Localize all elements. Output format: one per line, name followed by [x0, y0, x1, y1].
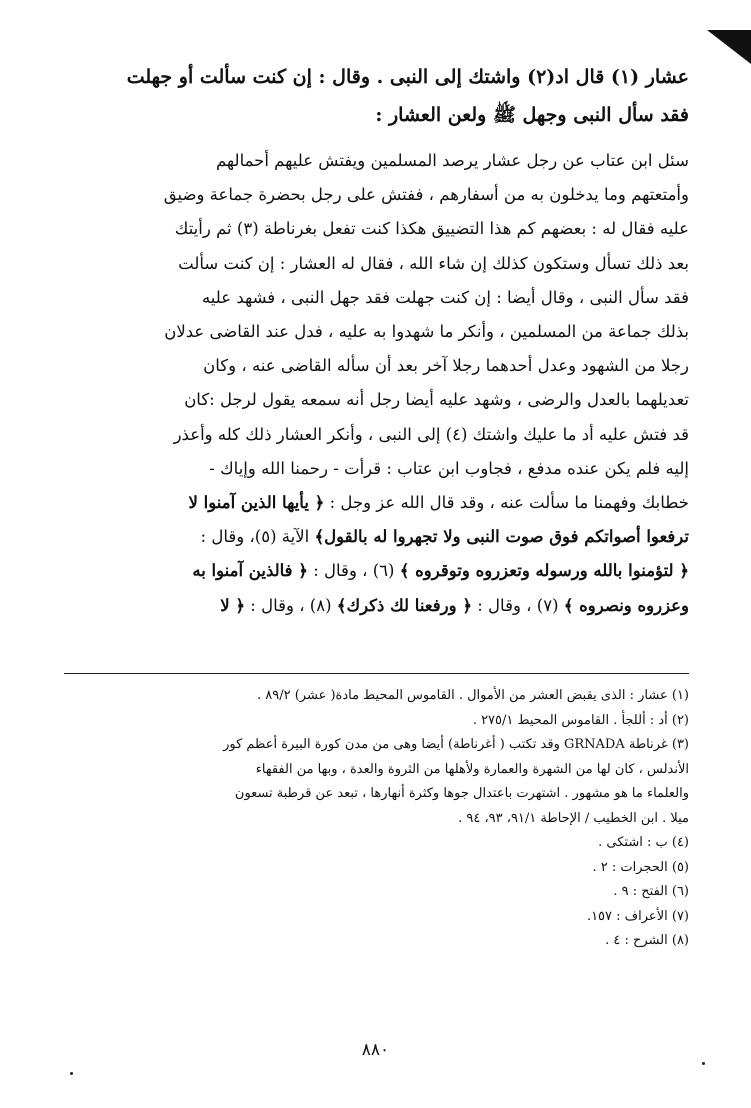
footnote-2: (٢) أد : أللجأ . القاموس المحيط ٢٧٥/١ . — [472, 712, 689, 728]
quran-line — [64, 520, 689, 554]
body-line: وأمتعتهم وما يدخلون به من أسفارهم ، ففتش على رجل بحضرة جماعة وضيق — [163, 185, 689, 205]
quran-verse: وعزروه ونصروه ﴾ — [563, 595, 689, 615]
quran-verse: ﴿ يأيها الذين آمنوا لا — [188, 493, 325, 513]
footnote-1: (١) عشار : الذى يقبض العشر من الأموال . القاموس المحيط مادة( عشر) ٨٩/٢ . — [257, 688, 689, 703]
footnote-7: (٧) الأعراف : ١٥٧. — [586, 908, 689, 924]
heading-line-1: عشار (١) قال اد(٢) واشتك إلى النبى . وقال : إن كنت سألت أو جهلت — [126, 66, 689, 88]
quran-verse: ﴿ ورفعنا لك ذكرك﴾ — [336, 595, 472, 615]
quran-verse: ﴿ لتؤمنوا بالله ورسوله وتعزروه وتوقروه ﴾ — [399, 561, 689, 581]
quran-line — [64, 554, 689, 588]
quran-line — [64, 589, 689, 623]
body-line: إليه فلم يكن عنده مدفع ، فجاوب ابن عتاب : قرأت - رحمنا الله وإياك - — [209, 458, 689, 478]
plain-text: خطابك وفهمنا ما سألت عنه ، وقد قال الله عز وجل : — [329, 493, 689, 513]
footnote-3: (٣) غرناطة GRNADA وقد تكتب ( أغرناطة) أيضا وهى من مدن كورة البيرة أعظم كور — [223, 737, 689, 752]
footnote-5: (٥) الحجرات : ٢ . — [592, 859, 689, 875]
plain-text: (٦) ، وقال : — [313, 561, 395, 581]
footnote-8: (٨) الشرح : ٤ . — [605, 933, 689, 948]
body-line: تعديلهما بالعدل والرضى ، وشهد عليه أيضا رجل أنه سمعه يقول لرجل :كان — [184, 390, 689, 410]
plain-text: الآية (٥)، وقال : — [200, 527, 310, 547]
main-text-block — [64, 58, 689, 623]
body-line: سئل ابن عتاب عن رجل عشار يرصد المسلمين ويفتش عليهم أحمالهم — [215, 151, 689, 170]
body-line: بذلك جماعة من المسلمين ، وأنكر ما شهدوا به عليه ، فدل عند القاضى عدلان — [164, 322, 689, 342]
footnote-4: (٤) ب : اشتكى . — [598, 835, 689, 850]
body-line: بعد ذلك تسأل وستكون كذلك إن شاء الله ، فقال له العشار : إن كنت سألت — [178, 253, 689, 273]
quran-verse: ترفعوا أصواتكم فوق صوت النبى ولا تجهروا له بالقول﴾ — [314, 527, 689, 547]
corner-triangle-mark — [707, 30, 751, 64]
body-line: رجلا من الشهود وعدل أحدهما رجلا آخر بعد أن سأله القاضى عنه ، وكان — [203, 356, 689, 376]
plain-text: (٧) ، وقال : — [477, 595, 559, 615]
plain-text: (٨) ، وقال : — [250, 595, 332, 615]
scan-speck — [70, 1072, 73, 1075]
quran-line — [64, 486, 689, 520]
footnote-3-continued: الأندلس ، كان لها من الشهرة والعمارة ولأهلها من الثروة والعدة ، وبها من الفقهاء — [255, 761, 689, 777]
footnote-3-continued: ميلا . ابن الخطيب / الإحاطة ٩١/١، ٩٣، ٩٤ . — [458, 810, 689, 826]
scan-speck — [702, 1062, 705, 1065]
page-number: ٨٨٠ — [361, 1040, 390, 1060]
body-line: قد فتش عليه أد ما عليك واشتك (٤) إلى النبى ، وأنكر العشار ذلك كله وأعذر — [173, 424, 689, 444]
quran-verse: ﴿ لا — [220, 595, 246, 615]
footnote-6: (٦) الفتح : ٩ . — [613, 884, 689, 899]
footnote-separator — [64, 673, 689, 674]
body-line: فقد سأل النبى ، وقال أيضا : إن كنت جهلت فقد جهل النبى ، فشهد عليه — [201, 287, 689, 307]
footnotes — [64, 684, 689, 954]
section-heading — [64, 58, 689, 134]
body-line: عليه فقال له : بعضهم كم هذا التضييق هكذا كنت تفعل بغرناطة (٣) ثم رأيتك — [174, 219, 689, 239]
heading-line-2: فقد سأل النبى وجهل ﷺ ولعن العشار : — [375, 104, 689, 126]
quran-verse: ﴿ فالذين آمنوا به — [192, 561, 308, 581]
footnote-3-continued: والعلماء ما هو مشهور . اشتهرت باعتدال جوها وكثرة أنهارها ، تبعد عن قرطبة تسعون — [234, 786, 689, 801]
